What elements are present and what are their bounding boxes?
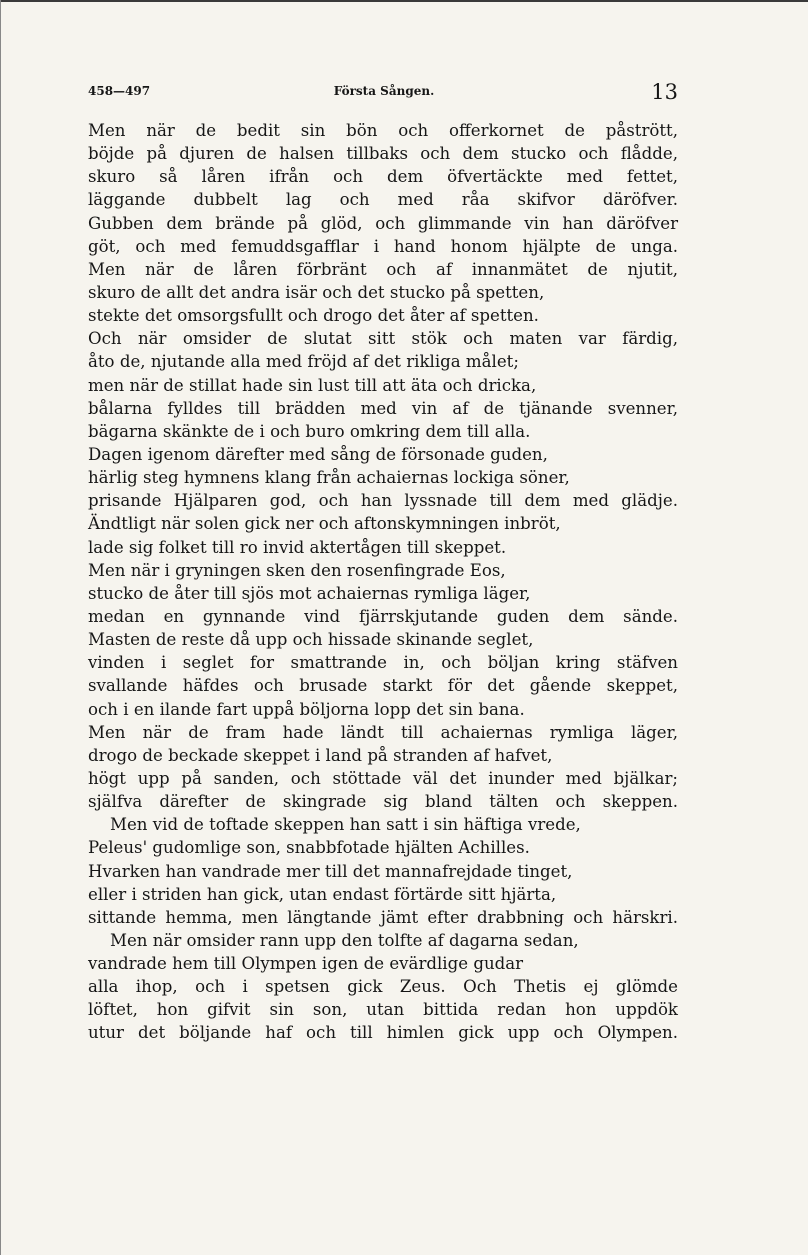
verse-line: läggande dubbelt lag och med råa skifvor däröfver. [88, 190, 678, 210]
verse-line: böjde på djuren de halsen tillbaks och dem stucko och flådde, [88, 144, 678, 164]
verse-line: bålarna fylldes till brädden med vin af de tjänande svenner, [88, 398, 678, 418]
verse-line: härlig steg hymnens klang från achaiernas lockiga söner, [88, 468, 570, 488]
page-left-edge [0, 0, 1, 1255]
verse-line: medan en gynnande vind fjärrskjutande guden dem sände. [88, 606, 678, 626]
page-number: 13 [651, 80, 678, 104]
verse-line: lade sig folket till ro invid aktertågen till skeppet. [88, 537, 507, 557]
verse-line: Men vid de toftade skeppen han satt i sin häftiga vrede, [110, 815, 581, 835]
verse-line: skuro de allt det andra isär och det stucko på spetten, [88, 282, 545, 302]
verse-line: Men när omsider rann upp den tolfte af dagarna sedan, [110, 930, 579, 950]
verse-line: alla ihop, och i spetsen gick Zeus. Och Thetis ej glömde [88, 977, 678, 997]
verse-line: bägarna skänkte de i och buro omkring dem till alla. [88, 421, 531, 441]
verse-line: skuro så låren ifrån och dem öfvertäckte med fettet, [88, 167, 678, 187]
verse-line: högt upp på sanden, och stöttade väl det inunder med bjälkar; [88, 768, 678, 788]
verse-line: Men när de bedit sin bön och offerkornet de påstrött, [88, 121, 678, 140]
verse-line: Hvarken han vandrade mer till det mannafrejdade tinget, [88, 861, 573, 881]
verse-line: sittande hemma, men längtande jämt efter drabbning och härskri. [88, 907, 678, 927]
verse-line: eller i striden han gick, utan endast förtärde sitt hjärta, [88, 884, 557, 904]
verse-line: vinden i seglet for smattrande in, och böljan kring stäfven [88, 653, 678, 673]
verse-line: Och när omsider de slutat sitt stök och maten var färdig, [88, 329, 678, 349]
verse-line: Peleus' gudomlige son, snabbfotade hjälten Achilles. [88, 838, 530, 858]
line-range: 458—497 [88, 84, 151, 98]
verse-line: och i en ilande fart uppå böljorna lopp det sin bana. [88, 699, 525, 719]
verse-line: löftet, hon gifvit sin son, utan bittida redan hon uppdök [88, 1000, 678, 1020]
verse-line: Men när de fram hade ländt till achaiernas rymliga läger, [88, 722, 678, 742]
verse-line: stekte det omsorgsfullt och drogo det åter af spetten. [88, 306, 539, 326]
verse-line: prisande Hjälparen god, och han lyssnade till dem med glädje. [88, 491, 678, 511]
verse-line: åto de, njutande alla med fröjd af det rikliga målet; [88, 352, 519, 372]
verse-line: själfva därefter de skingrade sig bland tälten och skeppen. [88, 792, 678, 812]
verse-line: Men när i gryningen sken den rosenfingrade Eos, [88, 560, 506, 580]
verse-line: Gubben dem brände på glöd, och glimmande vin han däröfver [88, 213, 678, 233]
verse-line: göt, och med femuddsgafflar i hand honom hjälpte de unga. [88, 236, 678, 256]
verse-line: men när de stillat hade sin lust till att äta och dricka, [88, 375, 537, 395]
verse-line: utur det böljande haf och till himlen gick upp och Olympen. [88, 1023, 678, 1043]
verse-line: stucko de åter till sjös mot achaiernas rymliga läger, [88, 583, 531, 603]
verse-line: Dagen igenom därefter med sång de försonade guden, [88, 444, 548, 464]
running-header [88, 80, 680, 108]
verse-line: Men när de låren förbränt och af innanmätet de njutit, [88, 259, 678, 279]
page-top-edge [0, 0, 808, 2]
verse-line: Masten de reste då upp och hissade skinande seglet, [88, 630, 534, 650]
verse-text-block [88, 119, 678, 1045]
chapter-title: Första Sången. [333, 84, 435, 98]
verse-line: vandrade hem till Olympen igen de evärdlige gudar [88, 954, 524, 974]
verse-line: drogo de beckade skeppet i land på stranden af hafvet, [88, 745, 553, 765]
verse-line: Ändtligt när solen gick ner och aftonskymningen inbröt, [88, 514, 561, 534]
verse-line: svallande häfdes och brusade starkt för det gående skeppet, [88, 676, 678, 696]
